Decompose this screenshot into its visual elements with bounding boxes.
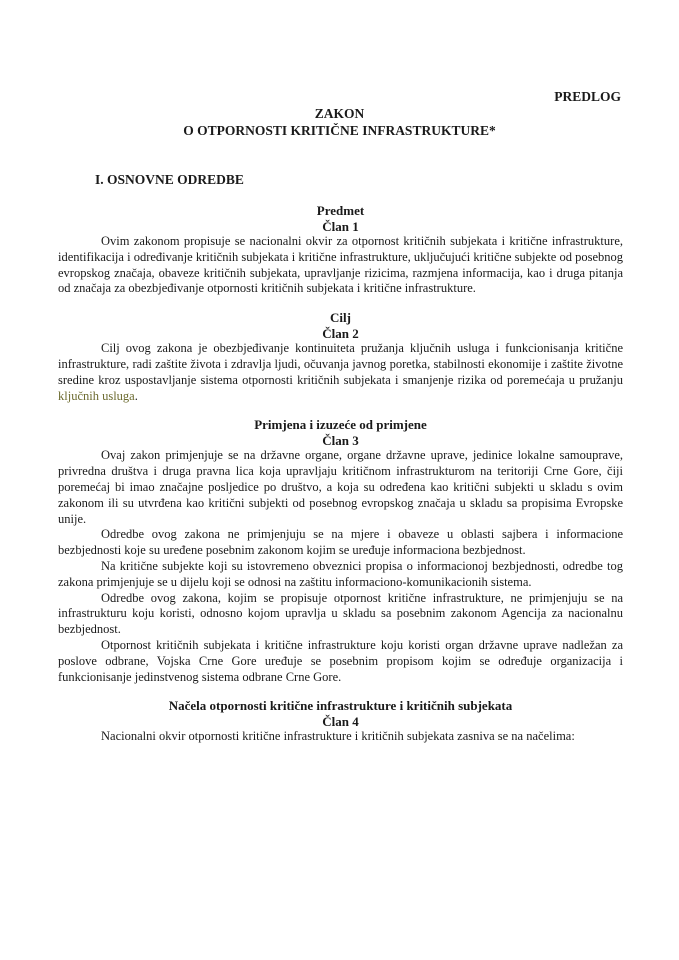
- article-paragraph: Ovim zakonom propisuje se nacionalni okvir za otpornost kritičnih subjekata i kritične infrastrukture, identifikacija i određivanje kritičnih subjekata i kritične infrastrukture, uključujući kritične subjekte od posebnog evropskog značaja, obaveze kritičnih subjekata, upravljanje rizicima, razmjena informacija, kao i druga pitanja od značaja za obezbjeđivanje otpornosti kritičnih subjekata i kritične infrastrukture.: [58, 234, 623, 296]
- article-paragraph: Na kritične subjekte koji su istovremeno obveznici propisa o informacionoj bezbjednosti, odredbe tog zakona primjenjuje se u dijelu koji se odnosi na zaštitu informaciono-komunikacionih sistema.: [58, 558, 623, 589]
- law-title: [0, 105, 679, 139]
- article-title: Primjena i izuzeće od primjene: [254, 417, 427, 433]
- title-line-2: O OTPORNOSTI KRITIČNE INFRASTRUKTURE*: [183, 123, 496, 138]
- document-body: [58, 203, 623, 758]
- article-title: Predmet: [316, 203, 365, 218]
- article-title: Cilj: [330, 310, 351, 326]
- kljucnih-usluga-link[interactable]: ključnih usluga: [58, 388, 135, 403]
- article-paragraph: Ovaj zakon primjenjuje se na državne organe, organe državne uprave, jedinice lokalne samouprave, privredna društva i druga pravna lica koja upravljaju kritičnom infrastrukturom na teritoriji Crne Gore, čiji poremećaj bi imao značajne posljedice po društvo, a koja su određena kao kritični subjekti u skladu s ovim zakonom ili su utvrđena kao kritični subjekti od posebnog evropskog značaja u skladu sa propisima Evropske unije.: [58, 448, 623, 526]
- article-paragraph: Nacionalni okvir otpornosti kritične infrastrukture i kritičnih subjekata zasniva se na načelima:: [101, 729, 575, 744]
- article-4: [58, 698, 623, 745]
- article-number: Član 4: [322, 713, 359, 729]
- article-paragraph: [58, 341, 623, 404]
- paragraph-end: .: [134, 388, 138, 403]
- article-number: Član 2: [322, 325, 359, 341]
- article-paragraph: Otpornost kritičnih subjekata i kritične infrastrukture koju koristi organ državne uprave nadležan za poslove odbrane, Vojska Crne Gore uređuje se posebnim propisom kojim se određuje organizacija i funkcionisanje jedinstvenog sistema odbrane Crne Gore.: [58, 637, 623, 684]
- article-1: [58, 203, 623, 297]
- article-2: [58, 310, 623, 404]
- article-number: Član 1: [322, 218, 359, 234]
- article-number: Član 3: [322, 432, 359, 448]
- article-3: [58, 417, 623, 685]
- paragraph-text: Cilj ovog zakona je obezbjeđivanje kontinuiteta pružanja ključnih usluga i funkcionisanja kritične infrastrukture, radi zaštite života i zdravlja ljudi, očuvanja javnog poretka, stabilnosti ekonomije i zaštite životne sredine kroz uspostavljanje sistema otpornosti kritičnih subjekata i smanjenje rizika od poremećaja u pružanju: [58, 341, 623, 387]
- title-line-1: ZAKON: [314, 106, 365, 121]
- article-paragraph: Odredbe ovog zakona, kojim se propisuje otpornost kritične infrastrukture, ne primjenjuju se na infrastrukturu koju koristi, odnosno kojom upravlja u skladu sa posebnim zakonom Agencija za nacionalnu bezbjednost.: [58, 590, 623, 637]
- predlog-label: PREDLOG: [554, 89, 621, 104]
- article-title: Načela otpornosti kritične infrastrukture i kritičnih subjekata: [168, 698, 513, 714]
- article-paragraph: Odredbe ovog zakona ne primjenjuju se na mjere i obaveze u oblasti sajbera i informacione bezbjednosti koje su uređene posebnim zakonom kojim se uređuje informaciona bezbjednost.: [58, 527, 623, 558]
- chapter-heading: I. OSNOVNE ODREDBE: [95, 172, 244, 187]
